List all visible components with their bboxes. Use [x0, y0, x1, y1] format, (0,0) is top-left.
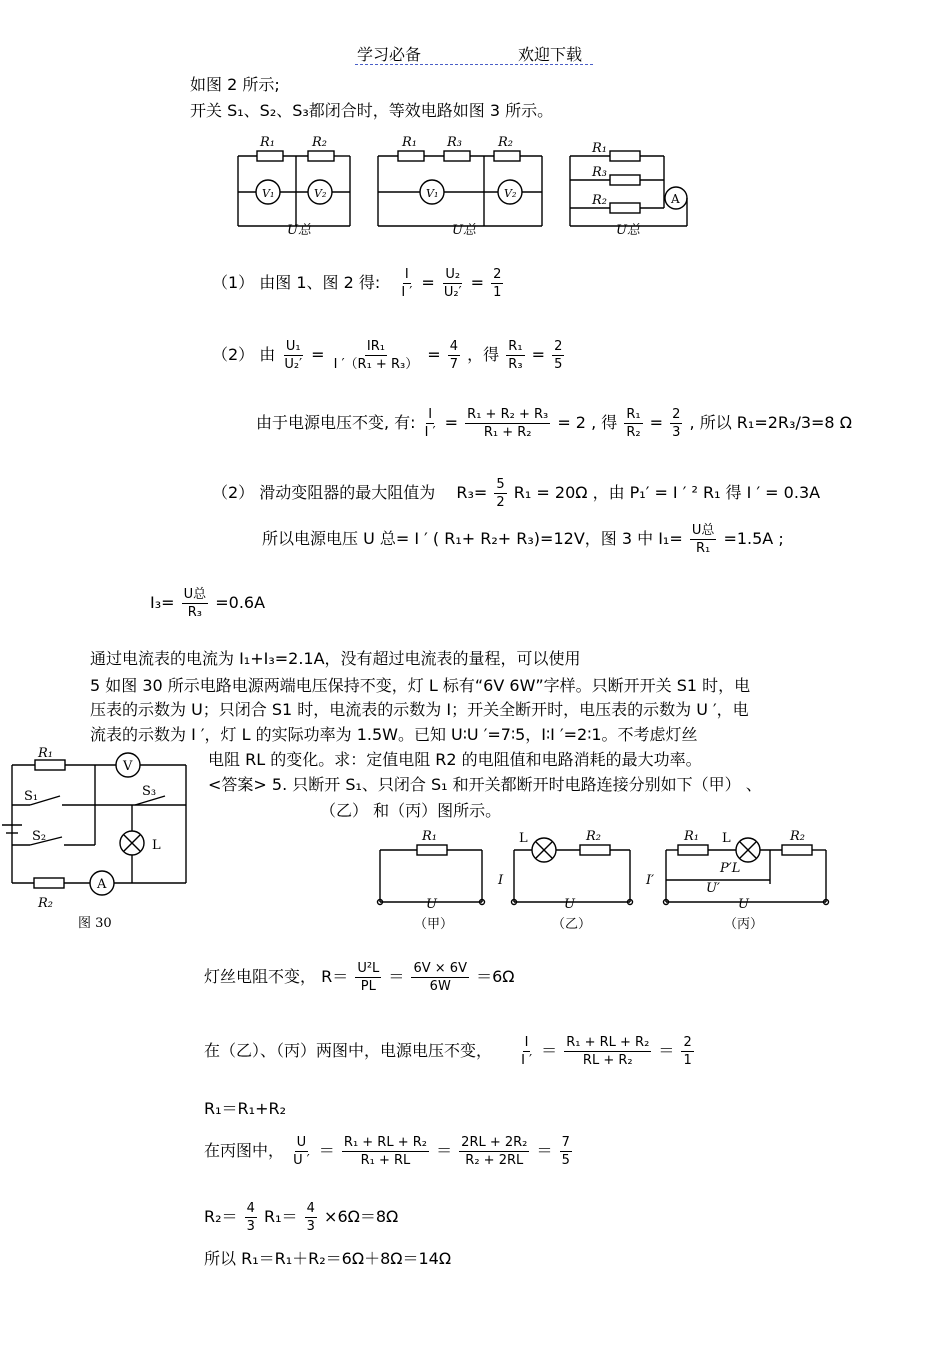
equation-yibing: 在（乙）、（丙）两图中，电源电压不变， $\frac{I}{I '}$ ＝ $\frac{\text{R₁ + RL + R₂}}{\text{RL + R₂}}$ ＝ $\frac{2}{1}$: [204, 1035, 692, 1068]
label-r1: R₁: [38, 746, 53, 761]
circuit-diagrams-top: [232, 128, 692, 240]
figure-30-caption: 图 30: [78, 916, 112, 931]
problem-5-line4: 电阻 RL 的变化。求：定值电阻 R2 的电阻值和电路消耗的最大功率。: [208, 750, 702, 769]
label-a: A: [671, 192, 680, 206]
label-r3: R₃: [447, 135, 462, 150]
figure-30: [0, 745, 200, 935]
text-line: 通过电流表的电流为 I₁+I₃=2.1A，没有超过电流表的量程，可以使用: [90, 649, 581, 668]
label-u: U: [738, 897, 749, 912]
label-r2: R₂: [38, 896, 53, 911]
label-v1: V₁: [426, 187, 439, 200]
label-r1: R₁: [422, 829, 437, 844]
label-utotal: U总: [287, 223, 311, 238]
problem-5-line3: 流表的示数为 I ′，灯 L 的实际功率为 1.5W。已知 U∶U ′=7∶5，I∶I ′=2∶1。不考虑灯丝: [90, 725, 698, 744]
label-u: U: [426, 897, 437, 912]
label-r1: R₁: [684, 829, 699, 844]
label-s2: S₂: [32, 829, 47, 844]
label-v1: V₁: [262, 187, 275, 200]
header-left: 学习必备: [357, 45, 422, 64]
caption-yi: （乙）: [552, 917, 592, 932]
equation-1: （1） 由图 1、图 2 得: $\frac{I}{I '}$ = $\frac{\text{U₂}}{\text{U₂′}}$ = $\frac{2}{1}$: [212, 267, 502, 300]
label-v2: V₂: [504, 187, 517, 200]
equation-r1: R₁＝R₁+R₂: [204, 1099, 287, 1118]
label-r3: R₃: [592, 165, 607, 180]
label-s3: S₃: [142, 784, 157, 799]
answer-line1: <答案> 5. 只断开 S₁、只闭合 S₁ 和开关都断开时电路连接分别如下（甲） 、: [208, 775, 762, 794]
caption-bing: （丙）: [724, 917, 764, 932]
label-r2: R₂: [790, 829, 805, 844]
header-right: 欢迎下载: [518, 45, 583, 64]
label-r1: R₁: [260, 135, 275, 150]
label-up: U′: [706, 881, 720, 896]
label-r2: R₂: [592, 193, 607, 208]
equation-final: 所以 R₁＝R₁＋R₂＝6Ω＋8Ω＝14Ω: [204, 1249, 452, 1268]
label-i: I: [498, 873, 504, 888]
equation-r2: R₂＝ $\frac{4}{3}$ R₁＝ $\frac{4}{3}$ ×6Ω＝8Ω: [204, 1201, 399, 1234]
equation-5: 所以电源电压 U 总= I ′ ( R₁+ R₂+ R₃)=12V，图 3 中 I₁= $\frac{\text{U总}}{\text{R₁}}$ =1.5A ;: [262, 523, 784, 556]
label-v: V: [123, 759, 133, 774]
label-v2: V₂: [314, 187, 327, 200]
text-line: 开关 S₁、S₂、S₃都闭合时，等效电路如图 3 所示。: [190, 101, 554, 120]
label-l: L: [152, 838, 161, 853]
problem-5-line2: 压表的示数为 U；只闭合 S1 时，电流表的示数为 I；开关全断开时，电压表的示数为 U ′，电: [90, 700, 749, 719]
equation-4: （2） 滑动变阻器的最大阻值为 R₃= $\frac{5}{2}$ R₁ = 20Ω ，由 P₁′ = I ′ ² R₁ 得 I ′ = 0.3A: [212, 477, 821, 510]
label-ppl: P′L: [720, 861, 741, 876]
header-underline: [355, 64, 593, 65]
label-s1: S₁: [24, 789, 39, 804]
label-r1: R₁: [402, 135, 417, 150]
equation-2: （2） 由 $\frac{\text{U₁}}{\text{U₂′}}$ = $\frac{\text{IR₁}}{\text{I ′（R₁ + R₃）}}$ = $\frac{4}{7}$ ，得 $\frac{\text{R₁}}{\text{R₃}}$ = $\frac{2}{5}$: [212, 339, 563, 372]
label-a: A: [97, 877, 107, 892]
caption-jia: （甲）: [414, 917, 454, 932]
label-r1: R₁: [592, 141, 607, 156]
label-l: L: [519, 831, 528, 846]
circuit-diagrams-answer: [372, 822, 842, 937]
label-r2: R₂: [586, 829, 601, 844]
label-l: L: [722, 831, 731, 846]
equation-6: I₃= $\frac{\text{U总}}{\text{R₃}}$ =0.6A: [150, 587, 266, 620]
problem-5-line1: 5 如图 30 所示电路电源两端电压保持不变，灯 L 标有“6V 6W”字样。只断开开关 S1 时，电: [90, 676, 751, 695]
label-utotal: U总: [616, 223, 640, 238]
label-r2: R₂: [498, 135, 513, 150]
text-line: 如图 2 所示;: [190, 75, 280, 94]
equation-lamp: 灯丝电阻不变， R＝ $\frac{\text{U²L}}{PL}$ ＝ $\frac{6V \times 6V}{6W}$ ＝6Ω: [204, 961, 515, 994]
label-utotal: U总: [452, 223, 476, 238]
label-u: U: [564, 897, 575, 912]
equation-3: 由于电源电压不变, 有: $\frac{I}{I '}$ = $\frac{\text{R₁ + R₂ + R₃}}{\text{R₁ + R₂}}$ = 2 , 得 $\frac{\text{R₁}}{\text{R₂}}$ = $\frac{2}{3}$ , 所以 R₁=2R₃/3=8 Ω: [256, 407, 852, 440]
label-ip: I′: [646, 873, 655, 888]
equation-bing: 在丙图中， $\frac{U}{U '}$ ＝ $\frac{\text{R₁ + RL + R₂}}{\text{R₁ + RL}}$ ＝ $\frac{\text{2RL + 2R₂}}{\text{R₂ + 2RL}}$ ＝ $\frac{7}{5}$: [204, 1135, 570, 1168]
answer-line2: （乙） 和（丙）图所示。: [320, 801, 502, 820]
label-r2: R₂: [312, 135, 327, 150]
